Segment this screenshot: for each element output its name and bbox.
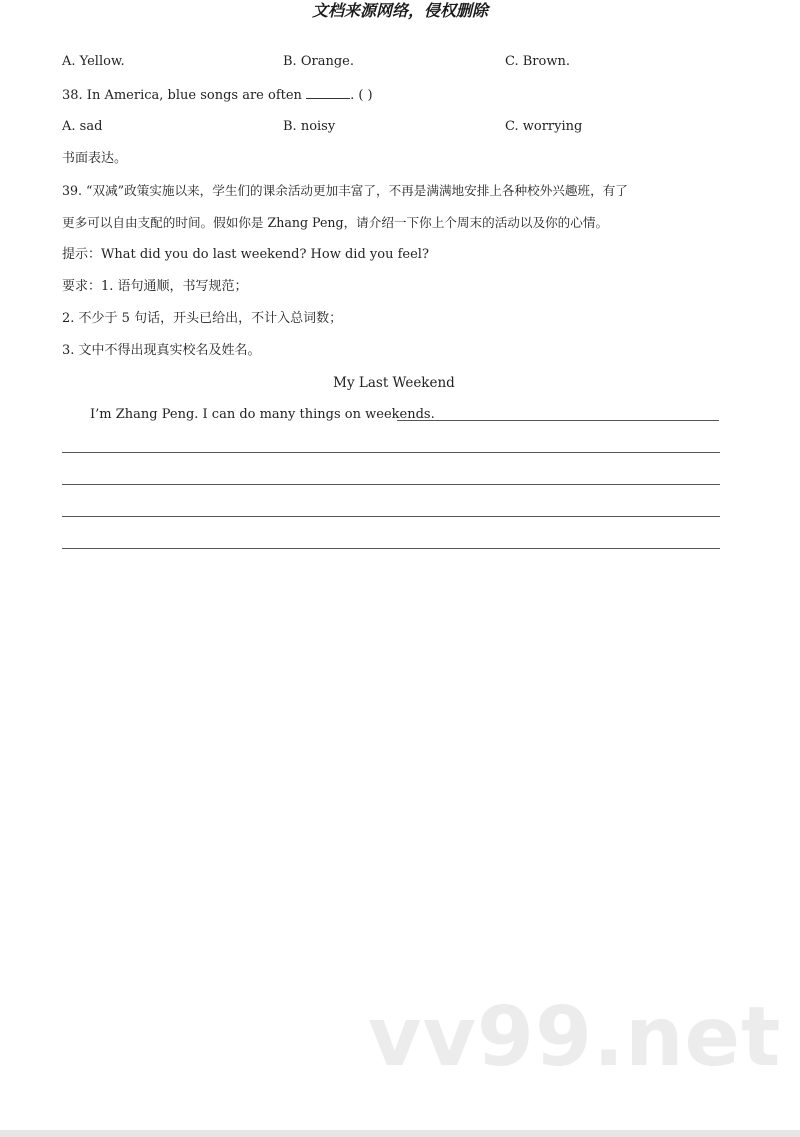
page-header: 文档来源网络，侵权删除 [311,1,488,20]
q37-option-c: C. Brown. [505,54,570,69]
question-38 [62,87,373,104]
writing-line[interactable] [62,548,720,549]
essay-title: My Last Weekend [333,375,455,391]
q38-option-b: B. noisy [283,119,336,134]
question-39-line-1: 39. “双减”政策实施以来，学生们的课余活动更加丰富了，不再是满满地安排上各种校外兴趣班，有了 [62,183,628,198]
question-38-prefix: 38. In America, blue songs are often [62,88,302,103]
page-bottom-edge [0,1130,800,1137]
question-39-requirement-3: 3. 文中不得出现真实校名及姓名。 [62,343,261,358]
question-39-line-2: 更多可以自由支配的时间。假如你是 Zhang Peng，请介绍一下你上个周末的活动以及你的心情。 [62,215,609,230]
question-38-suffix: . ( ) [350,88,373,103]
q38-option-c: C. worrying [505,119,583,134]
essay-opening: I’m Zhang Peng. I can do many things on weekends. [90,407,435,422]
question-39-requirement-1: 要求：1. 语句通顺，书写规范； [62,279,248,294]
question-39-hint: 提示：What did you do last weekend? How did you feel? [62,247,429,262]
watermark: vv99.net [368,990,782,1085]
q37-option-a: A. Yellow. [62,54,125,69]
writing-line[interactable] [62,516,720,517]
writing-line[interactable] [62,452,720,453]
q38-option-a: A. sad [62,119,103,134]
answer-blank[interactable] [306,87,350,99]
question-39-requirement-2: 2. 不少于 5 句话，开头已给出，不计入总词数； [62,311,343,326]
section-title: 书面表达。 [62,151,128,166]
q37-option-b: B. Orange. [283,54,354,69]
writing-line[interactable] [62,484,720,485]
writing-line[interactable] [397,420,719,421]
